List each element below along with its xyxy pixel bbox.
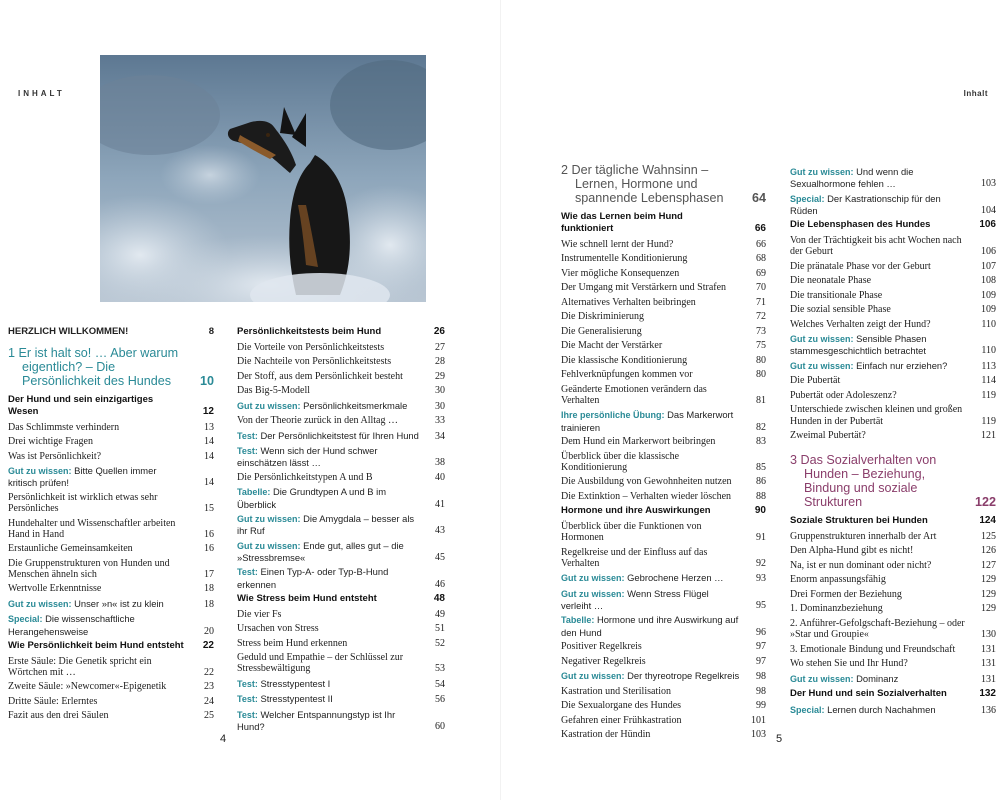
toc-entry[interactable]: Welches Verhalten zeigt der Hund? 110 — [790, 318, 996, 330]
entry-text: Und wenn die Sexualhormone fehlen … — [790, 166, 914, 190]
entry-text: Ende gut, alles gut – die »Stressbremse« — [237, 539, 404, 563]
toc-entry[interactable]: Den Alpha-Hund gibt es nicht! 126 — [790, 545, 996, 557]
entry-page: 52 — [435, 637, 445, 649]
entry-page: 46 — [435, 578, 445, 590]
toc-entry[interactable]: Die Pubertät 114 — [790, 375, 996, 387]
entry-page: 129 — [981, 588, 996, 600]
toc-entry[interactable]: Persönlichkeit ist wirklich etwas sehr Persönliches 15 — [8, 491, 214, 514]
toc-entry[interactable]: Alternatives Verhalten beibringen 71 — [561, 296, 766, 308]
entry-page: 80 — [756, 369, 766, 381]
toc-entry[interactable]: Das Schlimmste verhindern 13 — [8, 421, 214, 433]
toc-entry[interactable]: Die pränatale Phase vor der Geburt 107 — [790, 260, 996, 272]
toc-entry[interactable] — [237, 678, 445, 690]
entry-page: 33 — [435, 415, 445, 427]
entry-label: Gut zu wissen: — [8, 598, 72, 609]
toc-entry[interactable]: Zweimal Pubertät? 121 — [790, 430, 996, 442]
entry-page: 99 — [756, 700, 766, 712]
entry-page: 60 — [435, 721, 445, 733]
toc-entry[interactable] — [561, 572, 766, 584]
entry-page: 85 — [756, 461, 766, 473]
toc-entry[interactable]: Vier mögliche Konsequenzen 69 — [561, 267, 766, 279]
entry-page: 20 — [204, 625, 214, 637]
entry-page: 92 — [756, 557, 766, 569]
entry-page: 91 — [756, 532, 766, 543]
toc-entry[interactable] — [8, 613, 214, 636]
entry-page: 45 — [435, 551, 445, 563]
toc-entry[interactable]: Die vier Fs 49 — [237, 608, 445, 620]
toc-entry[interactable]: Dritte Säule: Erlerntes 24 — [8, 695, 214, 707]
entry-page: 72 — [756, 311, 766, 323]
entry-label: Gut zu wissen: — [237, 540, 301, 551]
toc-entry[interactable]: Die Nachteile von Persönlichkeitstests 28 — [237, 356, 445, 368]
entry-page: 125 — [981, 530, 996, 542]
dog-photo — [100, 55, 426, 302]
toc-entry[interactable]: Gefahren einer Frühkastration 101 — [561, 714, 766, 726]
toc-entry[interactable]: Gruppenstrukturen innerhalb der Art 125 — [790, 530, 996, 542]
entry-page: 106 — [981, 246, 996, 258]
entry-label: Gut zu wissen: — [8, 466, 72, 477]
entry-page: 95 — [756, 599, 766, 611]
page-number-right: 5 — [776, 733, 783, 745]
entry-page: 53 — [435, 663, 445, 675]
toc-entry[interactable]: Hundehalter und Wissenschaftler arbeiten Hand in Hand 16 — [8, 517, 214, 540]
entry-text: Die Amygdala – besser als ihr Ruf — [237, 513, 415, 537]
toc-entry[interactable] — [8, 465, 214, 488]
entry-text: Wenn sich der Hund schwer einschätzen lässt … — [237, 445, 378, 469]
toc-entry[interactable] — [237, 540, 445, 563]
toc-entry[interactable] — [790, 166, 996, 189]
toc-list-col1 — [8, 394, 214, 722]
entry-page: 38 — [435, 457, 445, 469]
entry-label: Gut zu wissen: — [237, 514, 301, 524]
entry-page: 14 — [204, 450, 214, 462]
toc-entry[interactable]: Unterschiede zwischen kleinen und großen Hunden in der Pubertät 119 — [790, 404, 996, 427]
entry-page: 28 — [435, 356, 445, 368]
entry-page: 90 — [754, 505, 766, 517]
toc-entry[interactable]: 3. Emotionale Bindung und Freundschaft 131 — [790, 643, 996, 655]
toc-column-2 — [237, 326, 445, 736]
entry-page: 17 — [204, 568, 214, 580]
entry-page: 80 — [756, 354, 766, 366]
toc-entry[interactable]: 2. Anführer-Gefolgschaft-Beziehung – oder »Star und Groupie« 130 — [790, 617, 996, 641]
toc-entry[interactable]: Überblick über die Funktionen von Hormonen 91 — [561, 520, 766, 543]
entry-page: 129 — [981, 574, 996, 586]
toc-list-col4-chapter3 — [790, 515, 996, 716]
entry-label: Gut zu wissen: — [561, 671, 625, 682]
entry-page: 124 — [979, 515, 996, 527]
toc-column-4 — [790, 166, 996, 719]
toc-entry[interactable]: Stress beim Hund erkennen 52 — [237, 637, 445, 649]
entry-page: 110 — [981, 318, 996, 330]
entry-page: 131 — [981, 643, 996, 655]
toc-entry[interactable] — [237, 693, 445, 705]
toc-welcome[interactable]: HERZLICH WILLKOMMEN! 8 — [8, 326, 214, 337]
toc-entry[interactable]: Die neonatale Phase 108 — [790, 275, 996, 287]
entry-page: 130 — [981, 629, 996, 641]
entry-page: 113 — [981, 360, 996, 372]
toc-list-col4 — [790, 166, 996, 441]
entry-text: Dominanz — [856, 672, 899, 684]
entry-label: Test: — [237, 694, 258, 705]
toc-entry[interactable]: Na, ist er nun dominant oder nicht? 127 — [790, 559, 996, 571]
toc-entry[interactable] — [561, 588, 766, 611]
entry-text: Bitte Quellen immer kritisch prüfen! — [8, 465, 157, 489]
entry-text: Einfach nur erziehen? — [856, 359, 948, 371]
entry-page: 75 — [756, 340, 766, 352]
toc-entry[interactable] — [237, 709, 445, 732]
entry-text: Gebrochene Herzen … — [627, 572, 724, 584]
toc-section-heading[interactable]: Der Hund und sein Sozialverhalten 132 — [790, 688, 996, 700]
entry-label: Test: — [237, 709, 258, 720]
entry-text: Der thyreotrope Regelkreis — [627, 670, 740, 682]
entry-page: 71 — [756, 296, 766, 308]
entry-page: 14 — [204, 436, 214, 448]
toc-entry[interactable]: Instrumentelle Konditionierung 68 — [561, 253, 766, 265]
entry-page: 104 — [981, 204, 996, 216]
toc-entry[interactable] — [8, 598, 214, 610]
entry-page: 18 — [204, 583, 214, 595]
entry-page: 51 — [435, 623, 445, 635]
entry-page: 16 — [204, 528, 214, 540]
entry-label: Gut zu wissen: — [561, 588, 625, 599]
toc-entry[interactable]: Was ist Persönlichkeit? 14 — [8, 450, 214, 462]
toc-entry[interactable]: Das Big-5-Modell 30 — [237, 385, 445, 397]
entry-page: 106 — [979, 219, 996, 231]
entry-page: 15 — [204, 503, 214, 514]
entry-page: 136 — [981, 704, 996, 716]
toc-entry[interactable] — [237, 566, 445, 589]
toc-entry[interactable]: Wo stehen Sie und Ihr Hund? 131 — [790, 658, 996, 670]
toc-entry[interactable]: 1. Dominanzbeziehung 129 — [790, 603, 996, 615]
toc-entry[interactable]: Die Persönlichkeitstypen A und B 40 — [237, 471, 445, 483]
entry-text: Persönlichkeitsmerkmale — [303, 399, 408, 411]
page-gutter — [500, 0, 501, 800]
toc-entry[interactable]: Erste Säule: Die Genetik spricht ein Wörtchen mit … 22 — [8, 655, 214, 678]
toc-entry[interactable]: Die Generalisierung 73 — [561, 325, 766, 337]
toc-entry[interactable] — [237, 486, 445, 509]
entry-page: 14 — [204, 477, 214, 489]
entry-page: 69 — [756, 267, 766, 279]
toc-entry[interactable] — [561, 409, 766, 432]
entry-label: Gut zu wissen: — [237, 400, 301, 411]
entry-page: 41 — [435, 498, 445, 510]
entry-label: Test: — [237, 678, 258, 689]
entry-page: 13 — [204, 421, 214, 433]
entry-page: 49 — [435, 608, 445, 620]
toc-section-heading[interactable]: Wie Stress beim Hund entsteht 48 — [237, 593, 445, 605]
entry-label: Gut zu wissen: — [790, 673, 854, 684]
running-header-left: INHALT — [18, 89, 65, 98]
entry-label: Test: — [237, 567, 258, 578]
running-header-right: Inhalt — [963, 89, 988, 98]
entry-text: Welcher Entspannungstyp ist Ihr Hund? — [237, 708, 396, 733]
entry-label: Test: — [237, 430, 258, 441]
entry-label: Tabelle: — [237, 487, 271, 498]
entry-page: 24 — [204, 695, 214, 707]
entry-label: Test: — [237, 446, 258, 457]
toc-entry[interactable]: Von der Trächtigkeit bis acht Wochen nach der Geburt 106 — [790, 235, 996, 258]
page-number-left: 4 — [220, 733, 227, 745]
toc-section-heading[interactable]: Soziale Strukturen bei Hunden 124 — [790, 515, 996, 527]
entry-label: Special: — [8, 614, 43, 625]
entry-page: 18 — [204, 598, 214, 610]
toc-entry[interactable]: Die Macht der Verstärker 75 — [561, 340, 766, 352]
toc-entry[interactable]: Geänderte Emotionen verändern das Verhalten 81 — [561, 383, 766, 406]
toc-entry[interactable]: Drei wichtige Fragen 14 — [8, 436, 214, 448]
toc-entry[interactable] — [237, 445, 445, 468]
toc-entry[interactable] — [790, 704, 996, 716]
toc-entry[interactable]: Die Vorteile von Persönlichkeitstests 27 — [237, 341, 445, 353]
toc-entry[interactable]: Drei Formen der Beziehung 129 — [790, 588, 996, 600]
entry-page: 83 — [756, 436, 766, 447]
entry-page: 88 — [756, 490, 766, 502]
entry-text: Das Markerwort trainieren — [561, 409, 734, 433]
entry-page: 34 — [435, 430, 445, 442]
entry-page: 107 — [981, 260, 996, 272]
entry-page: 131 — [981, 658, 996, 670]
toc-entry[interactable]: Negativer Regelkreis 97 — [561, 655, 766, 667]
entry-page: 56 — [435, 694, 445, 706]
chapter-1-heading[interactable]: 1 Er ist halt so! … Aber warum eigentlich? – Die Persönlichkeit des Hundes 10 — [8, 346, 214, 388]
toc-list-col2 — [237, 326, 445, 732]
toc-entry[interactable] — [790, 673, 996, 685]
entry-page: 103 — [981, 178, 996, 190]
entry-page: 96 — [756, 626, 766, 638]
entry-label: Special: — [790, 193, 825, 204]
entry-label: Gut zu wissen: — [561, 573, 625, 584]
toc-entry[interactable]: Die transitionale Phase 109 — [790, 289, 996, 301]
entry-page: 73 — [756, 325, 766, 337]
toc-entry[interactable]: Positiver Regelkreis 97 — [561, 641, 766, 653]
toc-entry[interactable]: Regelkreise und der Einfluss auf das Verhalten 92 — [561, 546, 766, 569]
entry-page: 23 — [204, 681, 214, 693]
toc-entry[interactable] — [561, 614, 766, 637]
entry-text: Sensible Phasen stammesgeschichtlich betrachtet — [790, 333, 927, 357]
entry-page: 108 — [981, 275, 996, 287]
toc-section-heading[interactable]: Hormone und ihre Auswirkungen 90 — [561, 505, 766, 517]
entry-text: Einen Typ-A- oder Typ-B-Hund erkennen — [237, 566, 389, 590]
entry-page: 126 — [981, 545, 996, 557]
entry-label: Gut zu wissen: — [790, 360, 854, 371]
toc-entry[interactable]: Die Extinktion – Verhalten wieder löschen 88 — [561, 490, 766, 502]
entry-label: Tabelle: — [561, 615, 595, 626]
entry-page: 132 — [979, 688, 996, 700]
toc-column-3 — [561, 163, 766, 744]
toc-entry[interactable]: Die Sexualorgane des Hundes 99 — [561, 700, 766, 712]
entry-page: 25 — [204, 710, 214, 722]
entry-page: 81 — [756, 394, 766, 406]
entry-text: Der Kastrationschip für den Rüden — [790, 192, 941, 216]
toc-entry[interactable] — [237, 430, 445, 442]
entry-page: 86 — [756, 476, 766, 488]
entry-page: 66 — [756, 238, 766, 250]
entry-page: 114 — [981, 375, 996, 387]
entry-label: Gut zu wissen: — [790, 167, 854, 177]
entry-text: Stresstypentest II — [260, 693, 333, 705]
entry-page: 30 — [435, 385, 445, 397]
entry-page: 43 — [435, 525, 445, 537]
entry-page: 82 — [756, 421, 766, 433]
entry-label: Special: — [790, 704, 825, 715]
entry-page: 30 — [435, 400, 445, 412]
entry-page: 129 — [981, 603, 996, 615]
toc-entry[interactable]: Kastration und Sterilisation 98 — [561, 685, 766, 697]
entry-page: 27 — [435, 341, 445, 353]
toc-entry[interactable]: Von der Theorie zurück in den Alltag … 33 — [237, 415, 445, 427]
toc-section-heading[interactable]: Die Lebensphasen des Hundes 106 — [790, 219, 996, 231]
toc-entry[interactable] — [237, 400, 445, 412]
entry-text: Stresstypentest I — [260, 677, 331, 689]
toc-entry[interactable]: Überblick über die klassische Konditionierung 85 — [561, 450, 766, 473]
entry-label: Gut zu wissen: — [790, 334, 854, 345]
toc-entry[interactable]: Enorm anpassungsfähig 129 — [790, 574, 996, 586]
toc-entry[interactable] — [237, 513, 445, 536]
entry-page: 127 — [981, 559, 996, 571]
entry-page: 22 — [202, 640, 214, 652]
entry-text: Hormone und ihre Auswirkung auf den Hund — [561, 614, 739, 638]
entry-page: 121 — [981, 430, 996, 442]
entry-page: 12 — [202, 406, 214, 417]
toc-entry[interactable] — [790, 193, 996, 216]
entry-page: 70 — [756, 282, 766, 294]
toc-entry[interactable] — [790, 360, 996, 372]
toc-entry[interactable]: Die Diskriminierung 72 — [561, 311, 766, 323]
toc-entry[interactable] — [790, 333, 996, 356]
toc-entry[interactable]: Dem Hund ein Markerwort beibringen 83 — [561, 436, 766, 447]
entry-text: Wenn Stress Flügel verleiht … — [561, 587, 709, 611]
entry-page: 109 — [981, 289, 996, 301]
entry-page: 22 — [204, 666, 214, 678]
toc-entry[interactable]: Zweite Säule: »Newcomer«-Epigenetik 23 — [8, 681, 214, 693]
toc-entry[interactable]: Die klassische Konditionierung 80 — [561, 354, 766, 366]
toc-entry[interactable]: Erstaunliche Gemeinsamkeiten 16 — [8, 543, 214, 555]
entry-page: 98 — [756, 671, 766, 683]
toc-entry[interactable]: Fazit aus den drei Säulen 25 — [8, 710, 214, 722]
entry-page: 93 — [756, 573, 766, 585]
entry-page: 97 — [756, 641, 766, 653]
toc-entry[interactable]: Pubertät oder Adoleszenz? 119 — [790, 389, 996, 401]
entry-page: 103 — [751, 729, 766, 741]
toc-entry[interactable]: Wertvolle Erkenntnisse 18 — [8, 583, 214, 595]
toc-entry[interactable]: Geduld und Empathie – der Schlüssel zur Stressbewältigung 53 — [237, 652, 445, 675]
entry-page: 26 — [433, 326, 445, 337]
entry-page: 54 — [435, 678, 445, 690]
toc-entry[interactable]: Die Gruppenstrukturen von Hunden und Menschen ähneln sich 17 — [8, 557, 214, 580]
entry-page: 101 — [751, 714, 766, 726]
entry-page: 29 — [435, 370, 445, 382]
entry-page: 68 — [756, 253, 766, 265]
entry-page: 66 — [754, 223, 766, 234]
entry-page: 131 — [981, 673, 996, 685]
toc-column-1 — [8, 326, 214, 725]
chapter-3-heading[interactable]: 3 Das Sozialverhalten von Hunden – Beziehung, Bindung und soziale Strukturen 122 — [790, 453, 996, 510]
entry-text: Der Persönlichkeitstest für Ihren Hund — [260, 429, 419, 441]
entry-text: Die wissenschaftliche Herangehensweise — [8, 613, 135, 637]
toc-entry[interactable]: Ursachen von Stress 51 — [237, 623, 445, 635]
entry-page: 97 — [756, 655, 766, 667]
entry-page: 119 — [981, 415, 996, 427]
toc-entry[interactable]: Der Stoff, aus dem Persönlichkeit besteht 29 — [237, 370, 445, 382]
toc-entry[interactable]: Die sozial sensible Phase 109 — [790, 304, 996, 316]
entry-page: 40 — [435, 471, 445, 483]
toc-entry[interactable]: Die Ausbildung von Gewohnheiten nutzen 86 — [561, 476, 766, 488]
entry-page: 110 — [981, 345, 996, 357]
toc-section-heading[interactable]: Wie das Lernen beim Hund funktioniert 66 — [561, 211, 766, 234]
entry-label: Ihre persönliche Übung: — [561, 410, 665, 421]
toc-entry[interactable] — [561, 670, 766, 682]
entry-text: Lernen durch Nachahmen — [827, 703, 936, 715]
entry-page: 109 — [981, 304, 996, 316]
entry-page: 48 — [433, 593, 445, 605]
toc-section-heading[interactable]: Der Hund und sein einzigartiges Wesen 12 — [8, 394, 214, 417]
toc-entry[interactable]: Der Umgang mit Verstärkern und Strafen 70 — [561, 282, 766, 294]
toc-entry[interactable]: Wie schnell lernt der Hund? 66 — [561, 238, 766, 250]
toc-entry[interactable]: Kastration der Hündin 103 — [561, 729, 766, 741]
toc-list-col3 — [561, 211, 766, 740]
entry-text: Die Grundtypen A und B im Überblick — [237, 486, 387, 510]
entry-text: Unser »n« ist zu klein — [74, 597, 164, 609]
toc-entry[interactable]: Fehlverknüpfungen kommen vor 80 — [561, 369, 766, 381]
entry-page: 119 — [981, 389, 996, 401]
toc-section-heading[interactable]: Wie Persönlichkeit beim Hund entsteht 22 — [8, 640, 214, 652]
toc-section-heading[interactable]: Persönlichkeitstests beim Hund 26 — [237, 326, 445, 337]
chapter-2-heading[interactable]: 2 Der tägliche Wahnsinn – Lernen, Hormone und spannende Lebensphasen 64 — [561, 163, 766, 205]
entry-page: 98 — [756, 685, 766, 697]
entry-page: 16 — [204, 543, 214, 555]
